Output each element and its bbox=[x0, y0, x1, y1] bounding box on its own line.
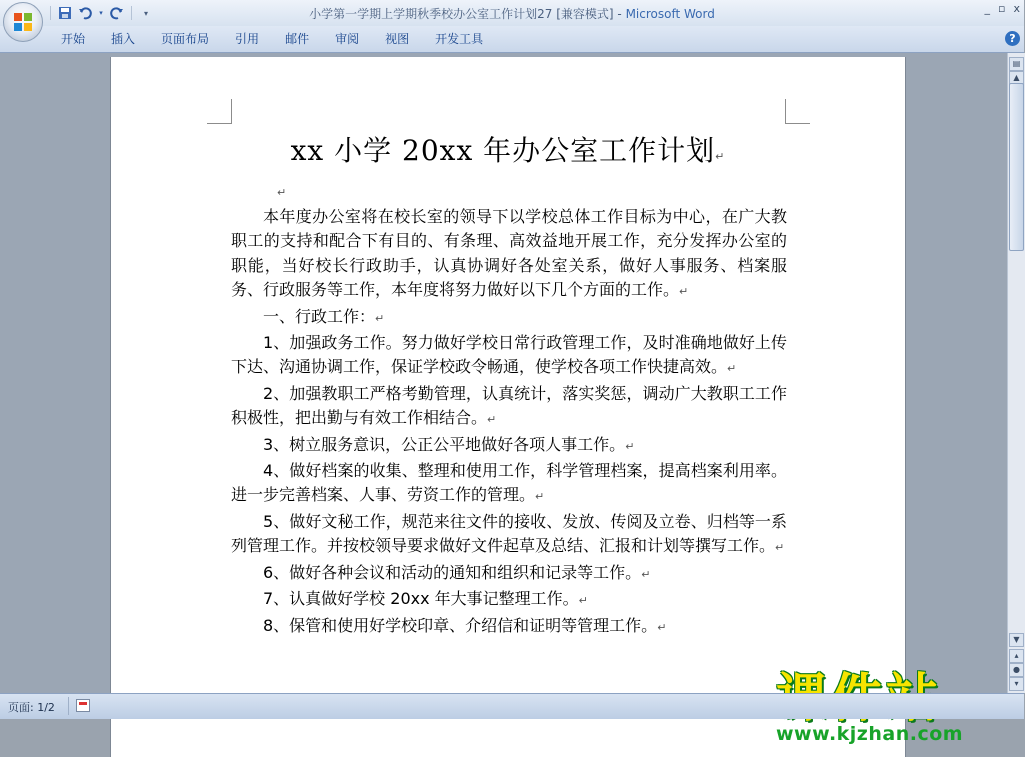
paragraph-mark: ↵ bbox=[727, 362, 737, 376]
previous-page-icon[interactable]: ▴ bbox=[1009, 649, 1024, 663]
paragraph bbox=[231, 561, 787, 587]
app-name: Microsoft Word bbox=[625, 7, 715, 21]
paragraph-text: 一、行政工作： bbox=[263, 306, 376, 326]
office-logo-icon bbox=[13, 12, 33, 32]
paragraph-text: 5、做好文秘工作，规范来往文件的接收、发放、传阅及立卷、归档等一系列管理工作。并按校领导要求做好文件起草及总结、汇报和计划等撰写工作。 bbox=[231, 511, 787, 556]
document-title-text: xx 小学 20xx 年办公室工作计划 bbox=[290, 134, 716, 167]
paragraph-mark: ↵ bbox=[625, 439, 635, 453]
paragraph bbox=[231, 587, 787, 613]
scrollbar-thumb[interactable] bbox=[1009, 83, 1024, 251]
paragraph-mark: ↵ bbox=[487, 413, 497, 427]
select-browse-object-icon[interactable]: ● bbox=[1009, 663, 1024, 677]
paragraph-text: 本年度办公室将在校长室的领导下以学校总体工作目标为中心，在广大教职工的支持和配合下有目的、有条理、高效益地开展工作，充分发挥办公室的职能，当好校长行政助手，认真协调好各处室关系，做好人事服务、档案服务、行政服务等工作，本年度将努力做好以下几个方面的工作。 bbox=[231, 207, 787, 300]
window-controls bbox=[985, 2, 1020, 15]
undo-dropdown-icon[interactable]: ▾ bbox=[99, 9, 103, 17]
paragraph bbox=[231, 433, 787, 459]
paragraph-mark: ↵ bbox=[578, 594, 588, 608]
paragraph bbox=[231, 614, 787, 640]
tab-insert[interactable]: 插入 bbox=[111, 32, 136, 46]
paragraph bbox=[231, 459, 787, 510]
margin-corner-mark bbox=[785, 99, 810, 124]
tab-references[interactable]: 引用 bbox=[235, 32, 260, 46]
customize-quick-access-icon[interactable]: ▾ bbox=[143, 8, 148, 18]
scroll-down-icon[interactable]: ▼ bbox=[1009, 633, 1024, 647]
title-separator: - bbox=[613, 7, 626, 21]
paragraph-mark: ↵ bbox=[375, 311, 385, 325]
empty-paragraph bbox=[277, 181, 286, 200]
title-bar bbox=[0, 0, 1024, 26]
status-divider bbox=[68, 697, 69, 715]
paragraph-mark: ↵ bbox=[277, 186, 287, 199]
document-page[interactable] bbox=[110, 57, 906, 757]
margin-corner-mark bbox=[207, 99, 232, 124]
paragraph bbox=[231, 331, 787, 382]
language-icon[interactable] bbox=[76, 699, 90, 712]
page-indicator[interactable]: 页面: 1/2 bbox=[8, 701, 55, 714]
paragraph-text: 2、加强教职工严格考勤管理，认真统计，落实奖惩，调动广大教职工工作积极性，把出勤与有效工作相结合。 bbox=[231, 383, 787, 428]
ribbon-tab-bar bbox=[0, 26, 1024, 53]
paragraph-text: 1、加强政务工作。努力做好学校日常行政管理工作，及时准确地做好上传下达、沟通协调工作，保证学校政令畅通，使学校各项工作快捷高效。 bbox=[231, 333, 787, 377]
paragraph bbox=[231, 382, 787, 433]
minimize-icon[interactable]: _ bbox=[984, 2, 991, 15]
paragraph-mark: ↵ bbox=[535, 490, 545, 504]
paragraph bbox=[231, 510, 787, 561]
paragraph-mark: ↵ bbox=[775, 541, 785, 555]
paragraph bbox=[231, 305, 787, 331]
paragraph-mark: ↵ bbox=[679, 285, 689, 299]
ribbon-tabs bbox=[48, 31, 496, 47]
vertical-scrollbar[interactable] bbox=[1007, 53, 1025, 693]
document-name: 小学第一学期上学期秋季校办公室工作计划27 [兼容模式] bbox=[309, 7, 614, 21]
help-icon[interactable]: ? bbox=[1005, 31, 1020, 46]
restore-icon[interactable]: ▫ bbox=[998, 2, 1006, 15]
scroll-up-icon[interactable]: ▲ bbox=[1009, 71, 1024, 85]
paragraph-text: 6、做好各种会议和活动的通知和组织和记录等工作。 bbox=[263, 562, 642, 582]
tab-home[interactable]: 开始 bbox=[61, 32, 86, 46]
paragraph-text: 3、树立服务意识，公正公平地做好各项人事工作。 bbox=[263, 434, 626, 454]
status-bar bbox=[0, 693, 1024, 719]
paragraph-mark: ↵ bbox=[641, 567, 651, 581]
paragraph-text: 4、做好档案的收集、整理和使用工作，科学管理档案，提高档案利用率。进一步完善档案、人事、劳资工作的管理。 bbox=[231, 461, 787, 505]
window-title bbox=[0, 5, 1024, 22]
paragraph-mark: ↵ bbox=[657, 620, 667, 634]
watermark-url: www.kjzhan.com bbox=[776, 723, 964, 745]
tab-view[interactable]: 视图 bbox=[385, 32, 410, 46]
office-button[interactable] bbox=[3, 2, 43, 42]
close-icon[interactable]: x bbox=[1013, 2, 1020, 15]
paragraph bbox=[231, 205, 787, 305]
ruler-toggle-icon[interactable]: ▤ bbox=[1009, 57, 1024, 71]
paragraph-text: 7、认真做好学校 20xx 年大事记整理工作。 bbox=[263, 589, 579, 609]
document-title bbox=[111, 129, 905, 169]
paragraph-mark: ↵ bbox=[715, 150, 726, 163]
tab-review[interactable]: 审阅 bbox=[335, 32, 360, 46]
next-page-icon[interactable]: ▾ bbox=[1009, 677, 1024, 691]
document-body[interactable] bbox=[231, 205, 787, 640]
tab-developer[interactable]: 开发工具 bbox=[435, 32, 484, 46]
tab-page-layout[interactable]: 页面布局 bbox=[161, 32, 210, 46]
tab-mailings[interactable]: 邮件 bbox=[285, 32, 310, 46]
paragraph-text: 8、保管和使用好学校印章、介绍信和证明等管理工作。 bbox=[263, 615, 658, 635]
